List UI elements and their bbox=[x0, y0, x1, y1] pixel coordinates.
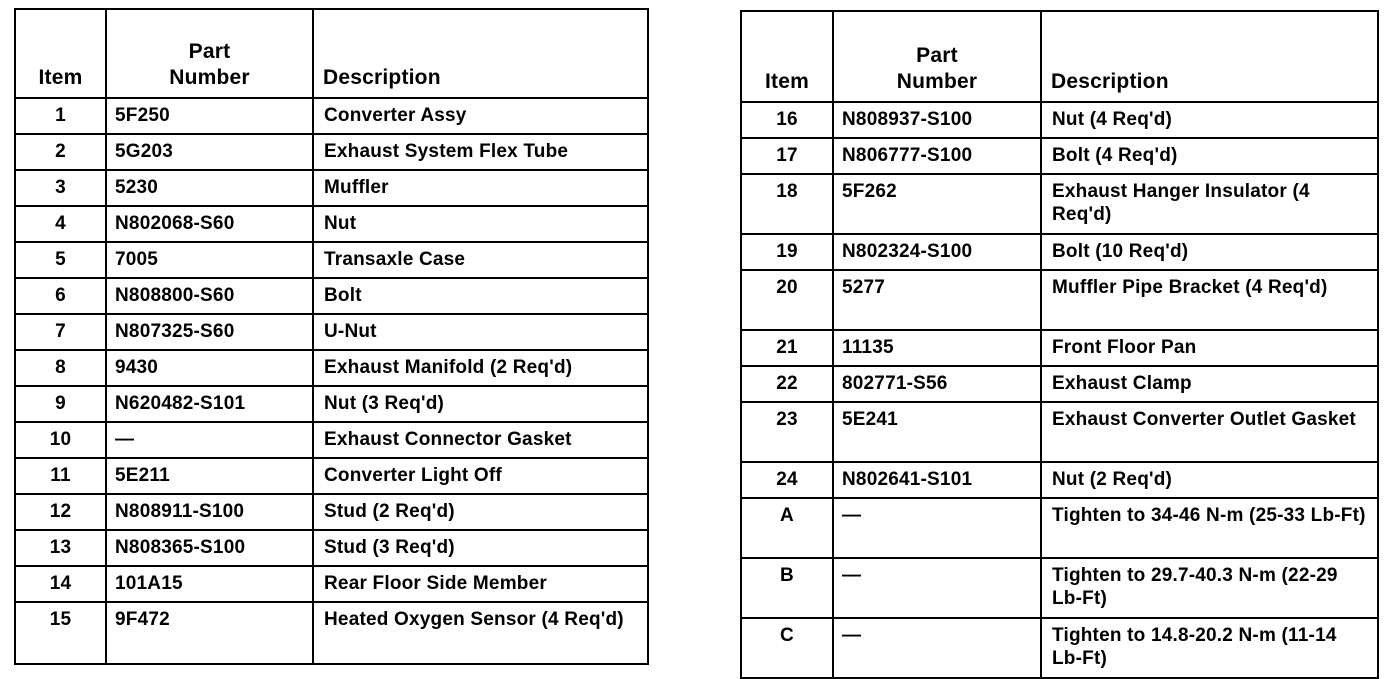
description-cell: Exhaust Manifold (2 Req'd) bbox=[313, 350, 648, 386]
header-description: Description bbox=[1041, 11, 1378, 102]
part-number-cell: N806777-S100 bbox=[833, 138, 1041, 174]
item-cell: 7 bbox=[15, 314, 106, 350]
description-cell: Exhaust Converter Outlet Gasket bbox=[1041, 402, 1378, 462]
description-cell: Exhaust Connector Gasket bbox=[313, 422, 648, 458]
part-number-cell: — bbox=[106, 422, 313, 458]
part-number-cell: 101A15 bbox=[106, 566, 313, 602]
description-cell: Tighten to 34-46 N-m (25-33 Lb-Ft) bbox=[1041, 498, 1378, 558]
item-cell: 11 bbox=[15, 458, 106, 494]
part-number-cell: 9430 bbox=[106, 350, 313, 386]
table-row bbox=[15, 422, 648, 458]
part-number-cell: 5230 bbox=[106, 170, 313, 206]
item-cell: 21 bbox=[741, 330, 833, 366]
table-row bbox=[741, 102, 1378, 138]
table-row bbox=[15, 566, 648, 602]
header-item: Item bbox=[741, 11, 833, 102]
item-cell: 6 bbox=[15, 278, 106, 314]
item-cell: 2 bbox=[15, 134, 106, 170]
description-cell: Rear Floor Side Member bbox=[313, 566, 648, 602]
table-row bbox=[15, 134, 648, 170]
part-number-cell: 5E211 bbox=[106, 458, 313, 494]
description-cell: U-Nut bbox=[313, 314, 648, 350]
part-number-cell: — bbox=[833, 498, 1041, 558]
description-cell: Exhaust Hanger Insulator (4 Req'd) bbox=[1041, 174, 1378, 234]
description-cell: Nut (2 Req'd) bbox=[1041, 462, 1378, 498]
table-row bbox=[15, 314, 648, 350]
description-cell: Heated Oxygen Sensor (4 Req'd) bbox=[313, 602, 648, 664]
part-number-cell: 7005 bbox=[106, 242, 313, 278]
part-number-cell: 5E241 bbox=[833, 402, 1041, 462]
header-part-line1: Part bbox=[916, 44, 958, 67]
table-header-row bbox=[741, 11, 1378, 102]
part-number-cell: N802641-S101 bbox=[833, 462, 1041, 498]
part-number-cell: N808911-S100 bbox=[106, 494, 313, 530]
part-number-cell: 9F472 bbox=[106, 602, 313, 664]
item-cell: 16 bbox=[741, 102, 833, 138]
table-row bbox=[15, 278, 648, 314]
description-cell: Tighten to 14.8-20.2 N-m (11-14 Lb-Ft) bbox=[1041, 618, 1378, 678]
item-cell: B bbox=[741, 558, 833, 618]
description-cell: Bolt (4 Req'd) bbox=[1041, 138, 1378, 174]
item-cell: 19 bbox=[741, 234, 833, 270]
description-cell: Front Floor Pan bbox=[1041, 330, 1378, 366]
table-row bbox=[15, 206, 648, 242]
table-header-row bbox=[15, 9, 648, 98]
description-cell: Exhaust System Flex Tube bbox=[313, 134, 648, 170]
item-cell: 10 bbox=[15, 422, 106, 458]
table-row bbox=[741, 558, 1378, 618]
item-cell: 22 bbox=[741, 366, 833, 402]
table-row bbox=[741, 462, 1378, 498]
description-cell: Bolt bbox=[313, 278, 648, 314]
item-cell: 8 bbox=[15, 350, 106, 386]
header-part-line2: Number bbox=[169, 66, 250, 89]
item-cell: 13 bbox=[15, 530, 106, 566]
description-cell: Muffler bbox=[313, 170, 648, 206]
part-number-cell: N808937-S100 bbox=[833, 102, 1041, 138]
header-description: Description bbox=[313, 9, 648, 98]
table-row bbox=[15, 386, 648, 422]
description-cell: Stud (3 Req'd) bbox=[313, 530, 648, 566]
table-row bbox=[15, 458, 648, 494]
table-row bbox=[741, 174, 1378, 234]
description-cell: Exhaust Clamp bbox=[1041, 366, 1378, 402]
table-row bbox=[15, 98, 648, 134]
description-cell: Bolt (10 Req'd) bbox=[1041, 234, 1378, 270]
table-row bbox=[741, 330, 1378, 366]
table-row bbox=[741, 498, 1378, 558]
item-cell: 3 bbox=[15, 170, 106, 206]
part-number-cell: 5G203 bbox=[106, 134, 313, 170]
item-cell: 17 bbox=[741, 138, 833, 174]
part-number-cell: — bbox=[833, 558, 1041, 618]
header-part-line2: Number bbox=[896, 70, 978, 93]
item-cell: 24 bbox=[741, 462, 833, 498]
description-cell: Muffler Pipe Bracket (4 Req'd) bbox=[1041, 270, 1378, 330]
item-cell: 12 bbox=[15, 494, 106, 530]
part-number-cell: 5F262 bbox=[833, 174, 1041, 234]
part-number-cell: N808800-S60 bbox=[106, 278, 313, 314]
part-number-cell: 11135 bbox=[833, 330, 1041, 366]
table-row bbox=[741, 234, 1378, 270]
table-row bbox=[741, 366, 1378, 402]
description-cell: Nut bbox=[313, 206, 648, 242]
part-number-cell: N620482-S101 bbox=[106, 386, 313, 422]
header-part-line1: Part bbox=[188, 40, 231, 63]
description-cell: Stud (2 Req'd) bbox=[313, 494, 648, 530]
description-cell: Converter Light Off bbox=[313, 458, 648, 494]
part-number-cell: N807325-S60 bbox=[106, 314, 313, 350]
item-cell: 1 bbox=[15, 98, 106, 134]
item-cell: 5 bbox=[15, 242, 106, 278]
table-row bbox=[741, 270, 1378, 330]
table-row bbox=[15, 242, 648, 278]
table-row bbox=[15, 494, 648, 530]
description-cell: Converter Assy bbox=[313, 98, 648, 134]
part-number-cell: 5F250 bbox=[106, 98, 313, 134]
description-cell: Nut (4 Req'd) bbox=[1041, 102, 1378, 138]
item-cell: 14 bbox=[15, 566, 106, 602]
item-cell: 15 bbox=[15, 602, 106, 664]
table-row bbox=[15, 602, 648, 664]
item-cell: C bbox=[741, 618, 833, 678]
item-cell: 18 bbox=[741, 174, 833, 234]
parts-table-right bbox=[740, 10, 1379, 679]
table-row bbox=[15, 170, 648, 206]
part-number-cell: N802324-S100 bbox=[833, 234, 1041, 270]
header-part-number bbox=[833, 11, 1041, 102]
header-item: Item bbox=[15, 9, 106, 98]
part-number-cell: N808365-S100 bbox=[106, 530, 313, 566]
item-cell: 20 bbox=[741, 270, 833, 330]
item-cell: 4 bbox=[15, 206, 106, 242]
part-number-cell: N802068-S60 bbox=[106, 206, 313, 242]
table-row bbox=[15, 350, 648, 386]
parts-table-left bbox=[14, 8, 649, 665]
description-cell: Nut (3 Req'd) bbox=[313, 386, 648, 422]
description-cell: Transaxle Case bbox=[313, 242, 648, 278]
table-row bbox=[741, 138, 1378, 174]
table-row bbox=[741, 618, 1378, 678]
item-cell: 9 bbox=[15, 386, 106, 422]
table-row bbox=[741, 402, 1378, 462]
item-cell: 23 bbox=[741, 402, 833, 462]
header-part-number bbox=[106, 9, 313, 98]
item-cell: A bbox=[741, 498, 833, 558]
part-number-cell: 802771-S56 bbox=[833, 366, 1041, 402]
description-cell: Tighten to 29.7-40.3 N-m (22-29 Lb-Ft) bbox=[1041, 558, 1378, 618]
table-row bbox=[15, 530, 648, 566]
part-number-cell: 5277 bbox=[833, 270, 1041, 330]
part-number-cell: — bbox=[833, 618, 1041, 678]
